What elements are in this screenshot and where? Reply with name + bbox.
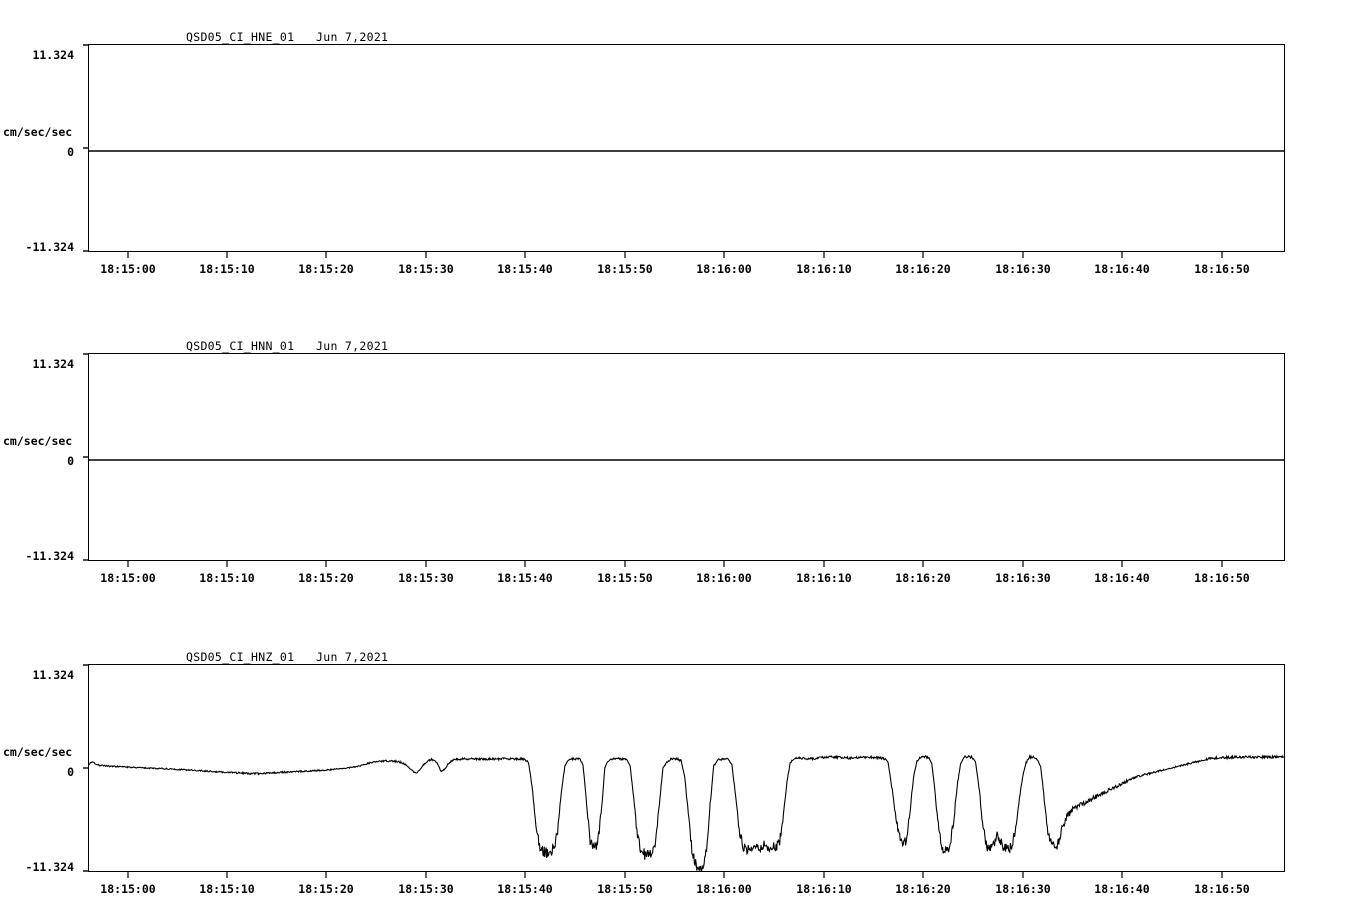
xtick-label: 18:15:00 (100, 882, 156, 896)
trace-hne (0, 0, 1358, 300)
xtick-label: 18:16:20 (895, 571, 951, 585)
xtick-label: 18:16:00 (696, 882, 752, 896)
xtick-label: 18:15:40 (497, 571, 553, 585)
xtick-label: 18:15:10 (199, 882, 255, 896)
xtick-label: 18:16:50 (1194, 262, 1250, 276)
trace-hnn (0, 308, 1358, 608)
xtick-label: 18:16:40 (1094, 882, 1150, 896)
trace-hnz (0, 616, 1358, 924)
xtick-label: 18:15:50 (597, 262, 653, 276)
xtick-label: 18:16:30 (995, 882, 1051, 896)
xtick-label: 18:16:40 (1094, 262, 1150, 276)
ytick-min-hnn: -11.324 (25, 549, 74, 563)
ytick-mid-hnz: 0 (67, 765, 74, 779)
ytick-max-hnz: 11.324 (32, 668, 74, 682)
ytick-min-hne: -11.324 (25, 240, 74, 254)
xtick-label: 18:15:30 (398, 882, 454, 896)
xtick-label: 18:16:20 (895, 882, 951, 896)
xtick-label: 18:15:40 (497, 262, 553, 276)
xtick-label: 18:16:30 (995, 571, 1051, 585)
xtick-label: 18:15:20 (298, 262, 354, 276)
xtick-label: 18:16:00 (696, 262, 752, 276)
ytick-mid-hnn: 0 (67, 454, 74, 468)
xtick-label: 18:16:20 (895, 262, 951, 276)
panel-hne (0, 0, 1358, 300)
xtick-label: 18:16:40 (1094, 571, 1150, 585)
xtick-label: 18:15:50 (597, 882, 653, 896)
ylabel-units-hnz: cm/sec/sec (3, 745, 73, 759)
panel-title-hne: QSD05_CI_HNE_01 Jun 7,2021 (186, 30, 389, 44)
ytick-max-hne: 11.324 (32, 48, 74, 62)
xtick-label: 18:16:00 (696, 571, 752, 585)
panel-hnn (0, 308, 1358, 608)
ylabel-units-hne: cm/sec/sec (3, 125, 73, 139)
xtick-label: 18:15:00 (100, 571, 156, 585)
panel-title-hnn: QSD05_CI_HNN_01 Jun 7,2021 (186, 339, 389, 353)
xtick-label: 18:16:30 (995, 262, 1051, 276)
xtick-label: 18:16:10 (796, 571, 852, 585)
ytick-min-hnz: -11.324 (25, 860, 74, 874)
ytick-max-hnn: 11.324 (32, 357, 74, 371)
ylabel-units-hnn: cm/sec/sec (3, 434, 73, 448)
xtick-label: 18:16:10 (796, 262, 852, 276)
xtick-label: 18:16:50 (1194, 882, 1250, 896)
panel-hnz (0, 616, 1358, 924)
xtick-label: 18:15:10 (199, 262, 255, 276)
xtick-label: 18:15:00 (100, 262, 156, 276)
xtick-label: 18:15:20 (298, 571, 354, 585)
xtick-label: 18:15:50 (597, 571, 653, 585)
xtick-label: 18:15:40 (497, 882, 553, 896)
ytick-mid-hne: 0 (67, 145, 74, 159)
xtick-label: 18:16:10 (796, 882, 852, 896)
xtick-label: 18:15:30 (398, 262, 454, 276)
panel-title-hnz: QSD05_CI_HNZ_01 Jun 7,2021 (186, 650, 389, 664)
xtick-label: 18:15:10 (199, 571, 255, 585)
xtick-label: 18:16:50 (1194, 571, 1250, 585)
xtick-label: 18:15:20 (298, 882, 354, 896)
xtick-label: 18:15:30 (398, 571, 454, 585)
